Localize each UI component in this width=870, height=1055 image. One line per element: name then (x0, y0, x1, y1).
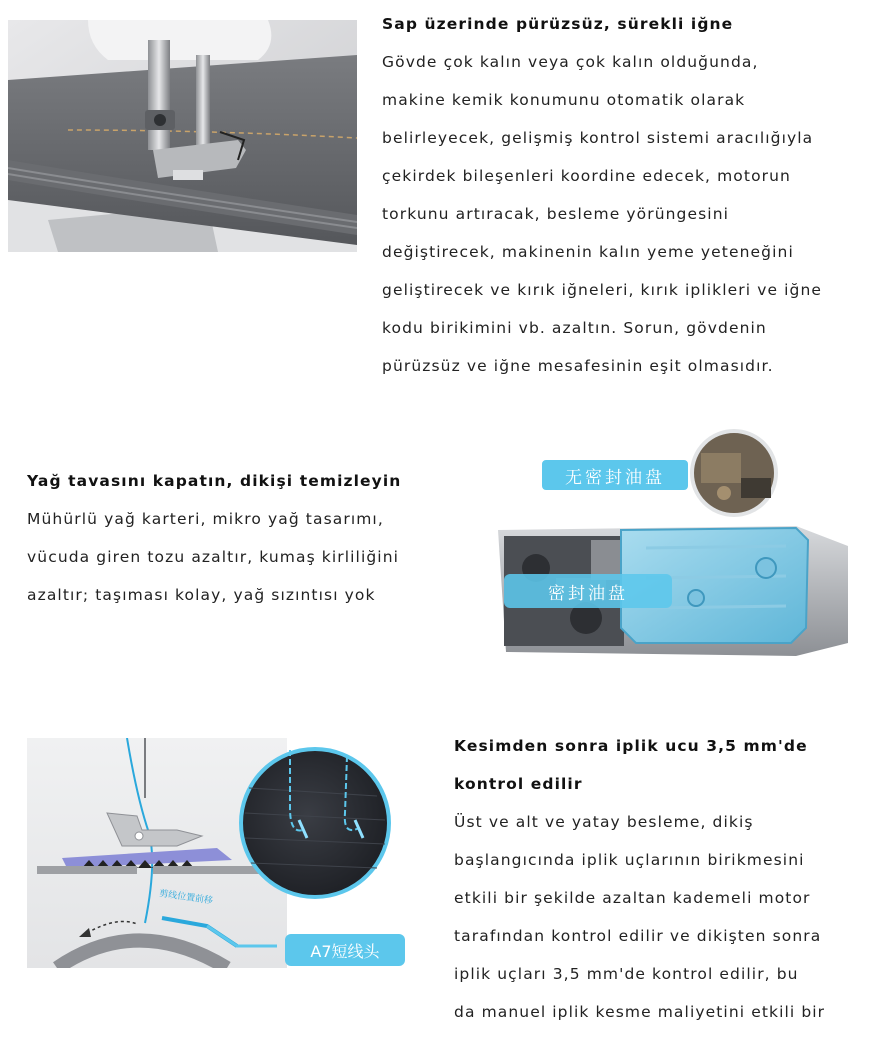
unsealed-oil-pan-label: 无密封油盘 (540, 458, 690, 492)
section-1-line: geliştirecek ve kırık iğneleri, kırık iplikleri ve iğne (382, 281, 823, 299)
thread-trim-diagram (27, 738, 422, 968)
section-1-line: kodu birikimini vb. azaltın. Sorun, gövdenin (382, 319, 767, 337)
section-1-line: Gövde çok kalın veya çok kalın olduğunda, (382, 53, 759, 71)
section-1-text (382, 5, 862, 385)
section-1-title: Sap üzerinde pürüzsüz, sürekli iğne (382, 15, 734, 33)
cut-position-shift-label: 剪线位置前移 (158, 889, 214, 907)
section-1-line: değiştirecek, makinenin kalın yeme yeteneğini (382, 243, 794, 261)
oil-pan-comparison-image (496, 428, 852, 658)
section-3-title: kontrol edilir (454, 775, 583, 793)
section-2-line: vücuda giren tozu azaltır, kumaş kirliliğini (27, 548, 400, 566)
section-3-line: iplik uçları 3,5 mm'de kontrol edilir, bu (454, 965, 799, 983)
section-2-line: azaltır; taşıması kolay, yağ sızıntısı yok (27, 586, 376, 604)
section-1-line: çekirdek bileşenleri koordine edecek, motorun (382, 167, 791, 185)
presser-foot-photo (8, 20, 357, 252)
section-3-line: tarafından kontrol edilir ve dikişten sonra (454, 927, 822, 945)
sealed-oil-pan-label: 密封油盘 (504, 574, 672, 608)
section-2-line: Mühürlü yağ karteri, mikro yağ tasarımı, (27, 510, 384, 528)
section-1-line: pürüzsüz ve iğne mesafesinin eşit olmasıdır. (382, 357, 774, 375)
section-3-text (454, 727, 864, 1031)
section-2-text (27, 462, 467, 614)
section-3-title: Kesimden sonra iplik ucu 3,5 mm'de (454, 737, 808, 755)
a7-short-thread-badge: A7短线头 (285, 934, 405, 966)
section-1-line: belirleyecek, gelişmiş kontrol sistemi aracılığıyla (382, 129, 814, 147)
section-1-line: makine kemik konumunu otomatik olarak (382, 91, 746, 109)
section-2-title: Yağ tavasını kapatın, dikişi temizleyin (27, 472, 402, 490)
section-3-line: da manuel iplik kesme maliyetini etkili bir (454, 1003, 826, 1021)
section-3-line: başlangıcında iplik uçlarının birikmesini (454, 851, 805, 869)
section-3-line: Üst ve alt ve yatay besleme, dikiş (454, 813, 754, 831)
section-1-line: torkunu artıracak, besleme yörüngesini (382, 205, 730, 223)
section-3-line: etkili bir şekilde azaltan kademeli motor (454, 889, 811, 907)
